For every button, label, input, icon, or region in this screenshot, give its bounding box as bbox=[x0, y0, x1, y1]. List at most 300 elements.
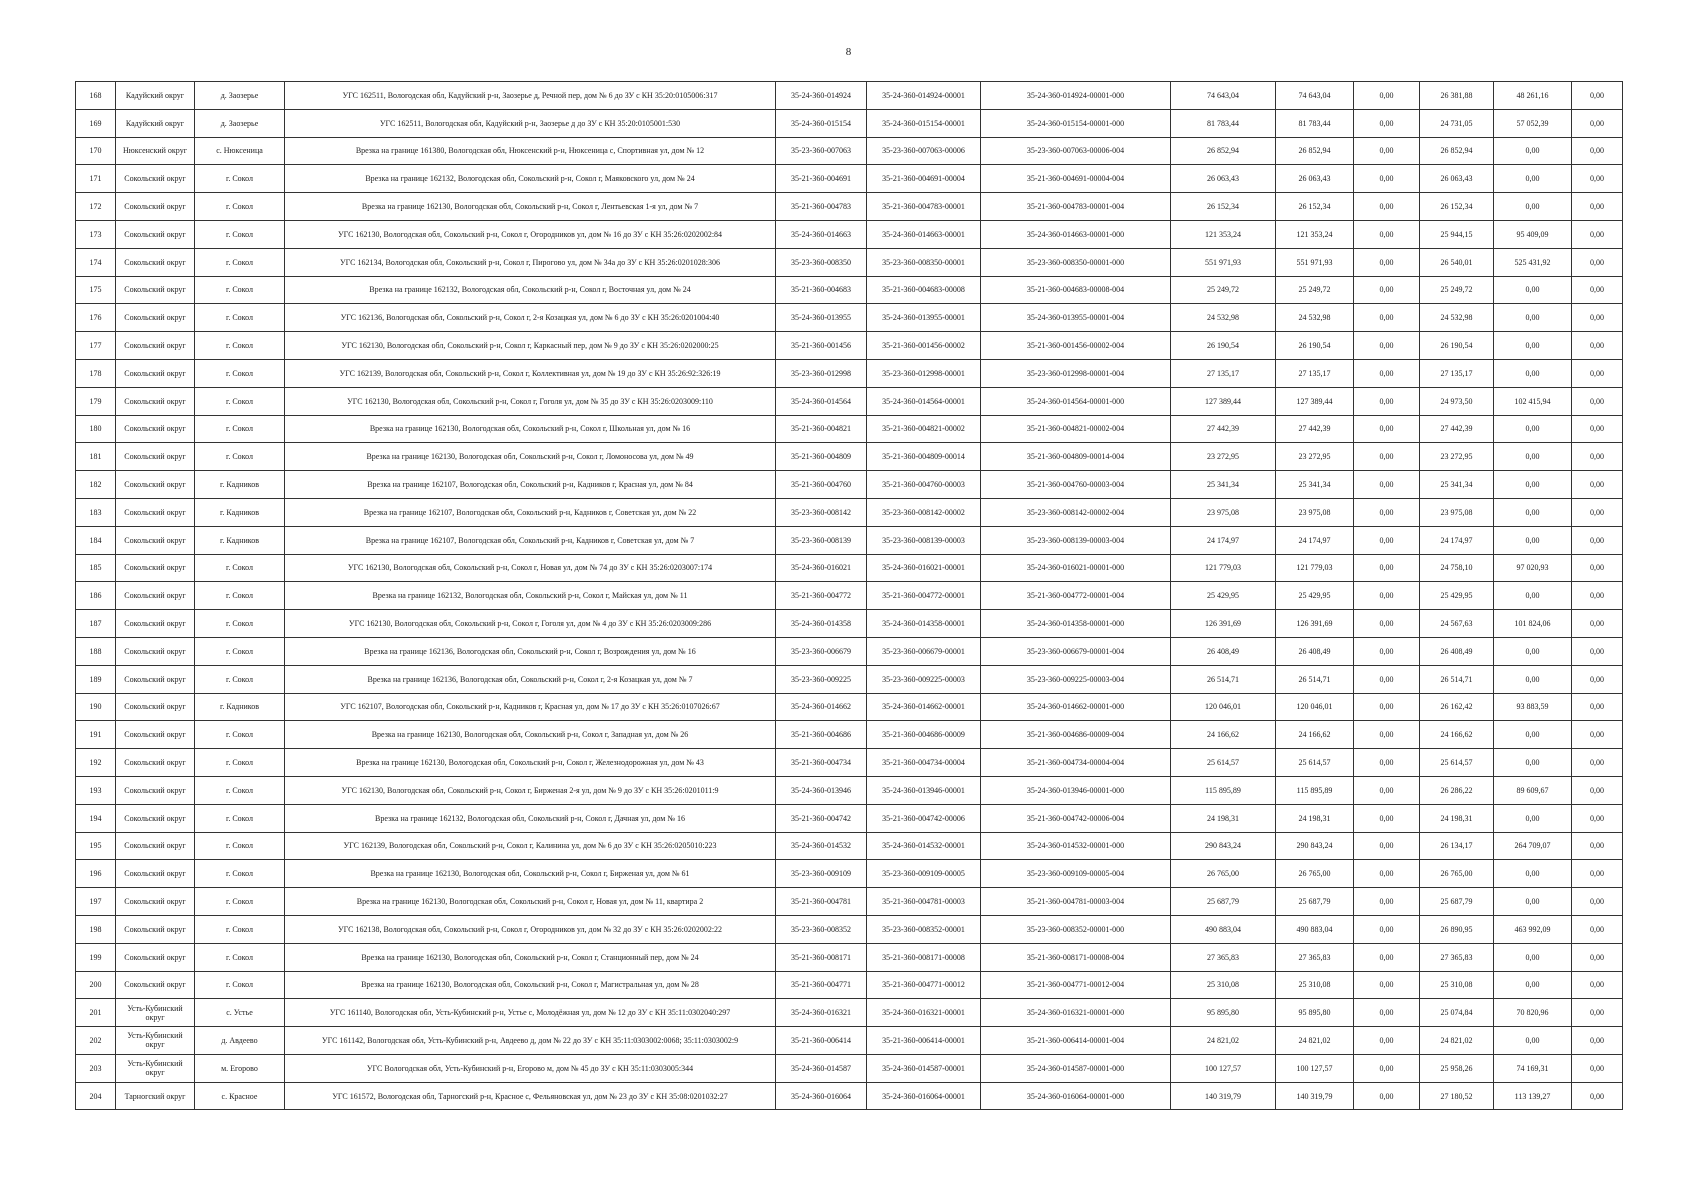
cell-amount-col-5: 74 169,31 bbox=[1494, 1054, 1572, 1082]
table-row bbox=[76, 999, 1623, 1027]
cell-amount-col-2: 25 429,95 bbox=[1276, 582, 1354, 610]
cell-district: Сокольский округ bbox=[116, 749, 195, 777]
cell-district: Сокольский округ bbox=[116, 971, 195, 999]
cell-amount-col-2: 24 821,02 bbox=[1276, 1027, 1354, 1055]
cell-district: Сокольский округ bbox=[116, 304, 195, 332]
cell-amount-col-3: 0,00 bbox=[1354, 971, 1420, 999]
cell-point-code: 35-23-360-006679-00001 bbox=[867, 637, 981, 665]
cell-settlement: д. Авдеево bbox=[195, 1027, 285, 1055]
cell-amount-col-2: 27 365,83 bbox=[1276, 943, 1354, 971]
cell-amount-col-2: 26 408,49 bbox=[1276, 637, 1354, 665]
cell-amount-col-2: 27 442,39 bbox=[1276, 415, 1354, 443]
cell-point-code: 35-21-360-004821-00002 bbox=[867, 415, 981, 443]
cell-connection-code: 35-21-360-004683-00008-004 bbox=[981, 276, 1171, 304]
cell-amount-col-6: 0,00 bbox=[1572, 359, 1623, 387]
cell-amount-col-5: 0,00 bbox=[1494, 804, 1572, 832]
cell-point-code: 35-24-360-014663-00001 bbox=[867, 220, 981, 248]
cell-object-code: 35-24-360-013955 bbox=[776, 304, 867, 332]
cell-settlement: г. Сокол bbox=[195, 165, 285, 193]
cell-amount-col-4: 27 180,52 bbox=[1420, 1082, 1494, 1110]
cell-amount-col-2: 95 895,80 bbox=[1276, 999, 1354, 1027]
cell-connection-code: 35-21-360-004781-00003-004 bbox=[981, 888, 1171, 916]
table-row bbox=[76, 248, 1623, 276]
table-row bbox=[76, 137, 1623, 165]
cell-row-number: 171 bbox=[76, 165, 116, 193]
cell-address: Врезка на границе 162130, Вологодская обл, Сокольский р-н, Сокол г, Западная ул, дом № 26 bbox=[285, 721, 776, 749]
cell-connection-code: 35-21-360-001456-00002-004 bbox=[981, 332, 1171, 360]
cell-amount-col-6: 0,00 bbox=[1572, 776, 1623, 804]
cell-amount-col-3: 0,00 bbox=[1354, 693, 1420, 721]
table-row bbox=[76, 359, 1623, 387]
cell-district: Сокольский округ bbox=[116, 582, 195, 610]
cell-row-number: 170 bbox=[76, 137, 116, 165]
cell-row-number: 182 bbox=[76, 471, 116, 499]
cell-amount-col-4: 24 731,05 bbox=[1420, 109, 1494, 137]
page-number: 8 bbox=[845, 46, 852, 58]
cell-object-code: 35-21-360-004771 bbox=[776, 971, 867, 999]
cell-connection-code: 35-24-360-016021-00001-000 bbox=[981, 554, 1171, 582]
cell-object-code: 35-24-360-014662 bbox=[776, 693, 867, 721]
cell-amount-col-3: 0,00 bbox=[1354, 109, 1420, 137]
cell-object-code: 35-21-360-004781 bbox=[776, 888, 867, 916]
cell-amount-col-5: 0,00 bbox=[1494, 137, 1572, 165]
cell-row-number: 204 bbox=[76, 1082, 116, 1110]
cell-row-number: 189 bbox=[76, 665, 116, 693]
cell-connection-code: 35-24-360-014587-00001-000 bbox=[981, 1054, 1171, 1082]
cell-connection-code: 35-23-360-008350-00001-000 bbox=[981, 248, 1171, 276]
cell-amount-col-6: 0,00 bbox=[1572, 193, 1623, 221]
cell-amount-col-6: 0,00 bbox=[1572, 220, 1623, 248]
cell-settlement: г. Сокол bbox=[195, 276, 285, 304]
cell-amount-col-2: 115 895,89 bbox=[1276, 776, 1354, 804]
cell-object-code: 35-24-360-014358 bbox=[776, 610, 867, 638]
cell-point-code: 35-23-360-008142-00002 bbox=[867, 498, 981, 526]
cell-settlement: г. Кадников bbox=[195, 526, 285, 554]
cell-amount-col-2: 26 852,94 bbox=[1276, 137, 1354, 165]
cell-amount-col-3: 0,00 bbox=[1354, 582, 1420, 610]
cell-connection-code: 35-21-360-004771-00012-004 bbox=[981, 971, 1171, 999]
cell-point-code: 35-24-360-014924-00001 bbox=[867, 82, 981, 110]
cell-total-amount: 121 353,24 bbox=[1171, 220, 1276, 248]
cell-district: Сокольский округ bbox=[116, 220, 195, 248]
cell-amount-col-5: 0,00 bbox=[1494, 498, 1572, 526]
cell-settlement: д. Заозерье bbox=[195, 82, 285, 110]
cell-district: Тарногский округ bbox=[116, 1082, 195, 1110]
cell-total-amount: 27 442,39 bbox=[1171, 415, 1276, 443]
cell-amount-col-4: 26 765,00 bbox=[1420, 860, 1494, 888]
table-row bbox=[76, 276, 1623, 304]
cell-row-number: 177 bbox=[76, 332, 116, 360]
cell-address: Врезка на границе 162107, Вологодская обл, Сокольский р-н, Кадников г, Советская ул, дом № 7 bbox=[285, 526, 776, 554]
cell-row-number: 176 bbox=[76, 304, 116, 332]
cell-point-code: 35-24-360-013946-00001 bbox=[867, 776, 981, 804]
table-row bbox=[76, 1027, 1623, 1055]
cell-district: Сокольский округ bbox=[116, 359, 195, 387]
cell-district: Сокольский округ bbox=[116, 165, 195, 193]
cell-amount-col-5: 0,00 bbox=[1494, 276, 1572, 304]
cell-connection-code: 35-21-360-004783-00001-004 bbox=[981, 193, 1171, 221]
cell-amount-col-5: 0,00 bbox=[1494, 888, 1572, 916]
cell-connection-code: 35-24-360-014663-00001-000 bbox=[981, 220, 1171, 248]
cell-settlement: г. Сокол bbox=[195, 582, 285, 610]
cell-connection-code: 35-23-360-008352-00001-000 bbox=[981, 915, 1171, 943]
cell-amount-col-2: 121 353,24 bbox=[1276, 220, 1354, 248]
table-row bbox=[76, 860, 1623, 888]
table-row bbox=[76, 1082, 1623, 1110]
table-row bbox=[76, 1054, 1623, 1082]
cell-district: Кадуйский округ bbox=[116, 109, 195, 137]
cell-total-amount: 26 765,00 bbox=[1171, 860, 1276, 888]
cell-total-amount: 24 166,62 bbox=[1171, 721, 1276, 749]
cell-object-code: 35-24-360-014924 bbox=[776, 82, 867, 110]
cell-amount-col-6: 0,00 bbox=[1572, 943, 1623, 971]
cell-amount-col-5: 0,00 bbox=[1494, 415, 1572, 443]
cell-amount-col-5: 463 992,09 bbox=[1494, 915, 1572, 943]
cell-connection-code: 35-23-360-012998-00001-004 bbox=[981, 359, 1171, 387]
cell-amount-col-6: 0,00 bbox=[1572, 693, 1623, 721]
cell-district: Сокольский округ bbox=[116, 860, 195, 888]
cell-total-amount: 25 249,72 bbox=[1171, 276, 1276, 304]
cell-amount-col-3: 0,00 bbox=[1354, 637, 1420, 665]
cell-total-amount: 26 190,54 bbox=[1171, 332, 1276, 360]
table-row bbox=[76, 193, 1623, 221]
cell-point-code: 35-23-360-008350-00001 bbox=[867, 248, 981, 276]
cell-amount-col-5: 0,00 bbox=[1494, 443, 1572, 471]
cell-total-amount: 25 687,79 bbox=[1171, 888, 1276, 916]
cell-district: Сокольский округ bbox=[116, 888, 195, 916]
cell-point-code: 35-24-360-014532-00001 bbox=[867, 832, 981, 860]
cell-amount-col-3: 0,00 bbox=[1354, 610, 1420, 638]
cell-row-number: 173 bbox=[76, 220, 116, 248]
cell-settlement: г. Сокол bbox=[195, 304, 285, 332]
cell-point-code: 35-21-360-004809-00014 bbox=[867, 443, 981, 471]
cell-object-code: 35-24-360-014587 bbox=[776, 1054, 867, 1082]
cell-row-number: 185 bbox=[76, 554, 116, 582]
table-row bbox=[76, 220, 1623, 248]
cell-connection-code: 35-24-360-016064-00001-000 bbox=[981, 1082, 1171, 1110]
cell-row-number: 180 bbox=[76, 415, 116, 443]
cell-row-number: 194 bbox=[76, 804, 116, 832]
cell-point-code: 35-24-360-014358-00001 bbox=[867, 610, 981, 638]
cell-amount-col-4: 25 614,57 bbox=[1420, 749, 1494, 777]
cell-address: Врезка на границе 162130, Вологодская обл, Сокольский р-н, Сокол г, Школьная ул, дом № 16 bbox=[285, 415, 776, 443]
cell-amount-col-3: 0,00 bbox=[1354, 443, 1420, 471]
cell-amount-col-4: 24 973,50 bbox=[1420, 387, 1494, 415]
cell-district: Сокольский округ bbox=[116, 637, 195, 665]
table-row bbox=[76, 693, 1623, 721]
cell-address: Врезка на границе 162130, Вологодская обл, Сокольский р-н, Сокол г, Станционный пер, дом № 24 bbox=[285, 943, 776, 971]
cell-connection-code: 35-24-360-016321-00001-000 bbox=[981, 999, 1171, 1027]
cell-amount-col-6: 0,00 bbox=[1572, 721, 1623, 749]
cell-district: Сокольский округ bbox=[116, 332, 195, 360]
cell-amount-col-2: 490 883,04 bbox=[1276, 915, 1354, 943]
cell-object-code: 35-24-360-014663 bbox=[776, 220, 867, 248]
cell-address: УГС 162107, Вологодская обл, Сокольский р-н, Кадников г, Красная ул, дом № 17 до ЗУ с КН 35:26:0107026:67 bbox=[285, 693, 776, 721]
cell-connection-code: 35-24-360-013946-00001-000 bbox=[981, 776, 1171, 804]
cell-row-number: 197 bbox=[76, 888, 116, 916]
cell-district: Сокольский округ bbox=[116, 610, 195, 638]
cell-amount-col-6: 0,00 bbox=[1572, 832, 1623, 860]
cell-amount-col-4: 27 442,39 bbox=[1420, 415, 1494, 443]
cell-object-code: 35-21-360-004760 bbox=[776, 471, 867, 499]
cell-point-code: 35-24-360-015154-00001 bbox=[867, 109, 981, 137]
cell-amount-col-6: 0,00 bbox=[1572, 860, 1623, 888]
cell-amount-col-4: 24 174,97 bbox=[1420, 526, 1494, 554]
cell-connection-code: 35-21-360-004760-00003-004 bbox=[981, 471, 1171, 499]
cell-connection-code: 35-24-360-015154-00001-000 bbox=[981, 109, 1171, 137]
cell-district: Усть-Кубинский округ bbox=[116, 1027, 195, 1055]
cell-district: Сокольский округ bbox=[116, 498, 195, 526]
cell-object-code: 35-23-360-008142 bbox=[776, 498, 867, 526]
cell-row-number: 178 bbox=[76, 359, 116, 387]
cell-amount-col-5: 264 709,07 bbox=[1494, 832, 1572, 860]
cell-point-code: 35-21-360-004742-00006 bbox=[867, 804, 981, 832]
cell-address: УГС 162130, Вологодская обл, Сокольский р-н, Сокол г, Гоголя ул, дом № 35 до ЗУ с КН 35:26:0203009:110 bbox=[285, 387, 776, 415]
cell-address: УГС 162130, Вологодская обл, Сокольский р-н, Сокол г, Гоголя ул, дом № 4 до ЗУ с КН 35:26:0203009:286 bbox=[285, 610, 776, 638]
cell-address: УГС 162511, Вологодская обл, Кадуйский р-н, Заозерье д до ЗУ с КН 35:20:0105001:530 bbox=[285, 109, 776, 137]
cell-object-code: 35-24-360-014564 bbox=[776, 387, 867, 415]
cell-settlement: г. Сокол bbox=[195, 610, 285, 638]
cell-amount-col-3: 0,00 bbox=[1354, 860, 1420, 888]
cell-amount-col-4: 24 758,10 bbox=[1420, 554, 1494, 582]
cell-settlement: г. Кадников bbox=[195, 498, 285, 526]
cell-amount-col-3: 0,00 bbox=[1354, 665, 1420, 693]
cell-row-number: 174 bbox=[76, 248, 116, 276]
cell-total-amount: 25 614,57 bbox=[1171, 749, 1276, 777]
cell-point-code: 35-24-360-013955-00001 bbox=[867, 304, 981, 332]
table-row bbox=[76, 109, 1623, 137]
table-row bbox=[76, 165, 1623, 193]
cell-settlement: г. Сокол bbox=[195, 248, 285, 276]
cell-amount-col-3: 0,00 bbox=[1354, 1054, 1420, 1082]
cell-amount-col-2: 25 249,72 bbox=[1276, 276, 1354, 304]
cell-amount-col-6: 0,00 bbox=[1572, 888, 1623, 916]
cell-amount-col-5: 0,00 bbox=[1494, 637, 1572, 665]
table-row bbox=[76, 554, 1623, 582]
cell-total-amount: 26 063,43 bbox=[1171, 165, 1276, 193]
cell-row-number: 193 bbox=[76, 776, 116, 804]
cell-total-amount: 26 408,49 bbox=[1171, 637, 1276, 665]
cell-amount-col-2: 26 190,54 bbox=[1276, 332, 1354, 360]
cell-amount-col-5: 0,00 bbox=[1494, 582, 1572, 610]
cell-amount-col-5: 113 139,27 bbox=[1494, 1082, 1572, 1110]
cell-amount-col-4: 26 540,01 bbox=[1420, 248, 1494, 276]
cell-amount-col-4: 26 852,94 bbox=[1420, 137, 1494, 165]
cell-amount-col-6: 0,00 bbox=[1572, 137, 1623, 165]
cell-point-code: 35-24-360-014587-00001 bbox=[867, 1054, 981, 1082]
cell-connection-code: 35-23-360-006679-00001-004 bbox=[981, 637, 1171, 665]
cell-amount-col-3: 0,00 bbox=[1354, 248, 1420, 276]
cell-address: УГС 162130, Вологодская обл, Сокольский р-н, Сокол г, Бирженая 2-я ул, дом № 9 до ЗУ с КН 35:26:0201011:9 bbox=[285, 776, 776, 804]
cell-amount-col-5: 0,00 bbox=[1494, 471, 1572, 499]
cell-point-code: 35-23-360-007063-00006 bbox=[867, 137, 981, 165]
cell-address: УГС 162130, Вологодская обл, Сокольский р-н, Сокол г, Огородников ул, дом № 16 до ЗУ с КН 35:26:0202002:84 bbox=[285, 220, 776, 248]
cell-amount-col-5: 89 609,67 bbox=[1494, 776, 1572, 804]
cell-amount-col-4: 25 429,95 bbox=[1420, 582, 1494, 610]
cell-amount-col-5: 0,00 bbox=[1494, 526, 1572, 554]
cell-amount-col-5: 0,00 bbox=[1494, 860, 1572, 888]
cell-row-number: 200 bbox=[76, 971, 116, 999]
cell-point-code: 35-21-360-006414-00001 bbox=[867, 1027, 981, 1055]
cell-total-amount: 126 391,69 bbox=[1171, 610, 1276, 638]
cell-object-code: 35-21-360-004691 bbox=[776, 165, 867, 193]
cell-total-amount: 290 843,24 bbox=[1171, 832, 1276, 860]
cell-object-code: 35-23-360-012998 bbox=[776, 359, 867, 387]
cell-address: УГС 162139, Вологодская обл, Сокольский р-н, Сокол г, Коллективная ул, дом № 19 до ЗУ с КН 35:26:92:326:19 bbox=[285, 359, 776, 387]
cell-settlement: г. Сокол bbox=[195, 193, 285, 221]
cell-amount-col-2: 100 127,57 bbox=[1276, 1054, 1354, 1082]
cell-settlement: г. Сокол bbox=[195, 776, 285, 804]
cell-row-number: 203 bbox=[76, 1054, 116, 1082]
cell-district: Усть-Кубинский округ bbox=[116, 1054, 195, 1082]
cell-amount-col-3: 0,00 bbox=[1354, 749, 1420, 777]
cell-amount-col-5: 102 415,94 bbox=[1494, 387, 1572, 415]
cell-district: Сокольский округ bbox=[116, 387, 195, 415]
cell-total-amount: 24 821,02 bbox=[1171, 1027, 1276, 1055]
cell-point-code: 35-21-360-004772-00001 bbox=[867, 582, 981, 610]
cell-row-number: 168 bbox=[76, 82, 116, 110]
cell-amount-col-5: 0,00 bbox=[1494, 665, 1572, 693]
cell-row-number: 199 bbox=[76, 943, 116, 971]
cell-row-number: 169 bbox=[76, 109, 116, 137]
cell-settlement: г. Сокол bbox=[195, 359, 285, 387]
cell-amount-col-2: 127 389,44 bbox=[1276, 387, 1354, 415]
cell-point-code: 35-21-360-004691-00004 bbox=[867, 165, 981, 193]
cell-district: Сокольский округ bbox=[116, 471, 195, 499]
cell-amount-col-2: 26 765,00 bbox=[1276, 860, 1354, 888]
cell-total-amount: 24 174,97 bbox=[1171, 526, 1276, 554]
table-row bbox=[76, 971, 1623, 999]
cell-amount-col-5: 57 052,39 bbox=[1494, 109, 1572, 137]
cell-connection-code: 35-24-360-014662-00001-000 bbox=[981, 693, 1171, 721]
cell-amount-col-2: 26 063,43 bbox=[1276, 165, 1354, 193]
cell-row-number: 175 bbox=[76, 276, 116, 304]
cell-amount-col-5: 0,00 bbox=[1494, 721, 1572, 749]
cell-amount-col-6: 0,00 bbox=[1572, 999, 1623, 1027]
cell-amount-col-2: 23 272,95 bbox=[1276, 443, 1354, 471]
cell-total-amount: 25 429,95 bbox=[1171, 582, 1276, 610]
cell-settlement: г. Сокол bbox=[195, 749, 285, 777]
cell-total-amount: 95 895,80 bbox=[1171, 999, 1276, 1027]
cell-amount-col-5: 0,00 bbox=[1494, 332, 1572, 360]
cell-amount-col-3: 0,00 bbox=[1354, 137, 1420, 165]
cell-amount-col-3: 0,00 bbox=[1354, 888, 1420, 916]
cell-settlement: г. Сокол bbox=[195, 915, 285, 943]
table-row bbox=[76, 82, 1623, 110]
cell-connection-code: 35-21-360-004686-00009-004 bbox=[981, 721, 1171, 749]
cell-amount-col-4: 26 190,54 bbox=[1420, 332, 1494, 360]
cell-row-number: 195 bbox=[76, 832, 116, 860]
cell-amount-col-4: 26 514,71 bbox=[1420, 665, 1494, 693]
cell-amount-col-2: 25 341,34 bbox=[1276, 471, 1354, 499]
cell-total-amount: 127 389,44 bbox=[1171, 387, 1276, 415]
cell-point-code: 35-24-360-014662-00001 bbox=[867, 693, 981, 721]
cell-connection-code: 35-24-360-014358-00001-000 bbox=[981, 610, 1171, 638]
cell-amount-col-2: 81 783,44 bbox=[1276, 109, 1354, 137]
cell-amount-col-2: 551 971,93 bbox=[1276, 248, 1354, 276]
cell-amount-col-2: 26 514,71 bbox=[1276, 665, 1354, 693]
cell-address: Врезка на границе 162130, Вологодская обл, Сокольский р-н, Сокол г, Лентьевская 1-я ул, дом № 7 bbox=[285, 193, 776, 221]
cell-object-code: 35-23-360-008352 bbox=[776, 915, 867, 943]
cell-total-amount: 25 341,34 bbox=[1171, 471, 1276, 499]
cell-amount-col-3: 0,00 bbox=[1354, 498, 1420, 526]
cell-amount-col-6: 0,00 bbox=[1572, 582, 1623, 610]
cell-row-number: 196 bbox=[76, 860, 116, 888]
cell-total-amount: 26 514,71 bbox=[1171, 665, 1276, 693]
cell-amount-col-5: 93 883,59 bbox=[1494, 693, 1572, 721]
cell-amount-col-6: 0,00 bbox=[1572, 248, 1623, 276]
cell-district: Сокольский округ bbox=[116, 665, 195, 693]
cell-row-number: 192 bbox=[76, 749, 116, 777]
cell-row-number: 172 bbox=[76, 193, 116, 221]
cell-connection-code: 35-21-360-006414-00001-004 bbox=[981, 1027, 1171, 1055]
table-row bbox=[76, 610, 1623, 638]
cell-address: УГС 161572, Вологодская обл, Тарногский р-н, Красное с, Фельяновская ул, дом № 23 до ЗУ с КН 35:08:0201032:27 bbox=[285, 1082, 776, 1110]
cell-amount-col-2: 120 046,01 bbox=[1276, 693, 1354, 721]
cell-object-code: 35-24-360-016021 bbox=[776, 554, 867, 582]
cell-amount-col-2: 74 643,04 bbox=[1276, 82, 1354, 110]
cell-connection-code: 35-21-360-004742-00006-004 bbox=[981, 804, 1171, 832]
table-row bbox=[76, 943, 1623, 971]
cell-address: Врезка на границе 162107, Вологодская обл, Сокольский р-н, Кадников г, Красная ул, дом № 84 bbox=[285, 471, 776, 499]
cell-district: Сокольский округ bbox=[116, 443, 195, 471]
cell-amount-col-3: 0,00 bbox=[1354, 276, 1420, 304]
cell-object-code: 35-21-360-004742 bbox=[776, 804, 867, 832]
cell-amount-col-4: 26 408,49 bbox=[1420, 637, 1494, 665]
cell-district: Сокольский округ bbox=[116, 721, 195, 749]
cell-row-number: 181 bbox=[76, 443, 116, 471]
cell-object-code: 35-23-360-008139 bbox=[776, 526, 867, 554]
cell-amount-col-2: 27 135,17 bbox=[1276, 359, 1354, 387]
cell-amount-col-6: 0,00 bbox=[1572, 526, 1623, 554]
table-body bbox=[76, 82, 1623, 1110]
cell-amount-col-5: 0,00 bbox=[1494, 304, 1572, 332]
cell-amount-col-2: 26 152,34 bbox=[1276, 193, 1354, 221]
cell-object-code: 35-21-360-004683 bbox=[776, 276, 867, 304]
table-row bbox=[76, 776, 1623, 804]
cell-row-number: 198 bbox=[76, 915, 116, 943]
cell-address: Врезка на границе 162132, Вологодская обл, Сокольский р-н, Сокол г, Восточная ул, дом № 24 bbox=[285, 276, 776, 304]
cell-connection-code: 35-21-360-008171-00008-004 bbox=[981, 943, 1171, 971]
cell-object-code: 35-24-360-016064 bbox=[776, 1082, 867, 1110]
cell-total-amount: 74 643,04 bbox=[1171, 82, 1276, 110]
cell-district: Сокольский округ bbox=[116, 776, 195, 804]
cell-row-number: 202 bbox=[76, 1027, 116, 1055]
cell-amount-col-2: 25 687,79 bbox=[1276, 888, 1354, 916]
cell-point-code: 35-21-360-004781-00003 bbox=[867, 888, 981, 916]
table-row bbox=[76, 526, 1623, 554]
cell-settlement: г. Сокол bbox=[195, 387, 285, 415]
cell-amount-col-6: 0,00 bbox=[1572, 554, 1623, 582]
cell-row-number: 190 bbox=[76, 693, 116, 721]
cell-amount-col-3: 0,00 bbox=[1354, 359, 1420, 387]
cell-point-code: 35-21-360-004686-00009 bbox=[867, 721, 981, 749]
cell-amount-col-3: 0,00 bbox=[1354, 832, 1420, 860]
cell-settlement: г. Кадников bbox=[195, 471, 285, 499]
cell-amount-col-6: 0,00 bbox=[1572, 443, 1623, 471]
cell-row-number: 183 bbox=[76, 498, 116, 526]
cell-connection-code: 35-23-360-009109-00005-004 bbox=[981, 860, 1171, 888]
cell-address: УГС Вологодская обл, Усть-Кубинский р-н, Егорово м, дом № 45 до ЗУ с КН 35:11:0303005:344 bbox=[285, 1054, 776, 1082]
cell-point-code: 35-24-360-016064-00001 bbox=[867, 1082, 981, 1110]
cell-total-amount: 121 779,03 bbox=[1171, 554, 1276, 582]
cell-amount-col-5: 95 409,09 bbox=[1494, 220, 1572, 248]
cell-amount-col-3: 0,00 bbox=[1354, 471, 1420, 499]
cell-amount-col-6: 0,00 bbox=[1572, 276, 1623, 304]
cell-amount-col-3: 0,00 bbox=[1354, 915, 1420, 943]
cell-point-code: 35-21-360-004734-00004 bbox=[867, 749, 981, 777]
cell-amount-col-6: 0,00 bbox=[1572, 415, 1623, 443]
